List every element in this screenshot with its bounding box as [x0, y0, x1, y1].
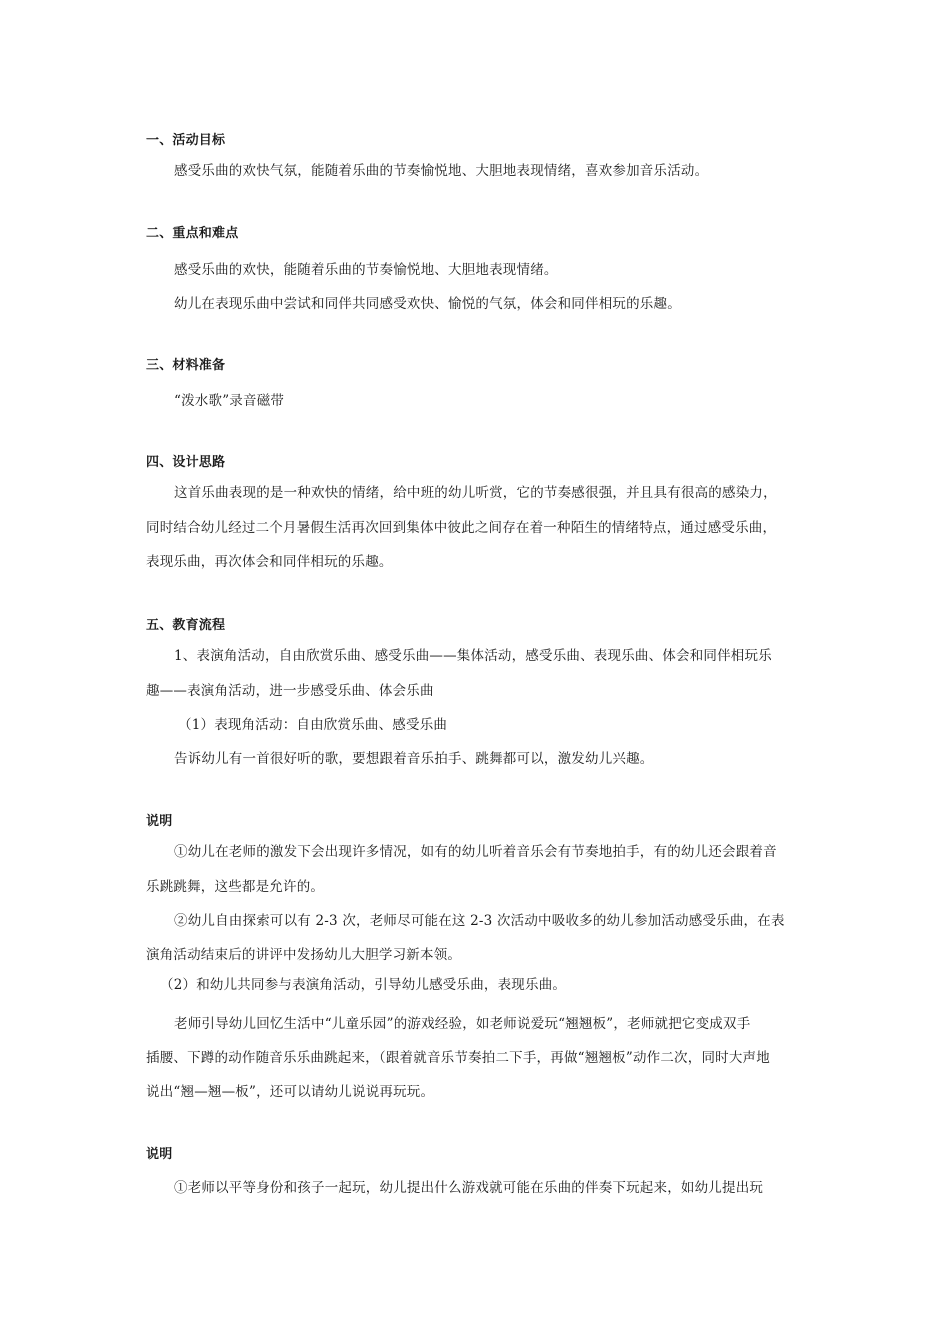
paragraph-line: 感受乐曲的欢快，能随着乐曲的节奏愉悦地、大胆地表现情绪。	[174, 262, 558, 278]
section-heading-materials: 三、材料准备	[146, 358, 226, 373]
paragraph-line: ②幼儿自由探索可以有 2-3 次，老师尽可能在这 2-3 次活动中吸收多的幼儿参加活动感受乐曲，在表	[174, 913, 785, 929]
paragraph-line: 1、表演角活动，自由欣赏乐曲、感受乐曲——集体活动，感受乐曲、表现乐曲、体会和同伴相玩乐	[174, 648, 772, 664]
paragraph-line: ①幼儿在老师的激发下会出现许多情况，如有的幼儿听着音乐会有节奏地拍手，有的幼儿还会跟着音	[174, 844, 777, 860]
paragraph-line: ①老师以平等身份和孩子一起玩，幼儿提出什么游戏就可能在乐曲的伴奏下玩起来，如幼儿提出玩	[174, 1180, 764, 1196]
paragraph-line: 说出“翘—翘—板”，还可以请幼儿说说再玩玩。	[146, 1084, 435, 1100]
paragraph-line: 趣——表演角活动，进一步感受乐曲、体会乐曲	[146, 683, 434, 699]
paragraph-line: 这首乐曲表现的是一种欢快的情绪，给中班的幼儿听赏，它的节奏感很强，并且具有很高的感染力，	[174, 485, 777, 501]
paragraph-line: 演角活动结束后的讲评中发扬幼儿大胆学习新本领。	[146, 947, 462, 963]
paragraph-line: 表现乐曲，再次体会和同伴相玩的乐趣。	[146, 554, 393, 570]
section-heading-goals: 一、活动目标	[146, 133, 226, 148]
paragraph-line: 感受乐曲的欢快气氛，能随着乐曲的节奏愉悦地、大胆地表现情绪，喜欢参加音乐活动。	[174, 163, 709, 179]
section-heading-design: 四、设计思路	[146, 455, 226, 470]
note-heading: 说明	[146, 814, 173, 829]
paragraph-line: 插腰、下蹲的动作随音乐乐曲跳起来，（跟着就音乐节奏拍二下手，再做“翘翘板”动作二次，同时大声地	[146, 1050, 770, 1066]
paragraph-line: 乐跳跳舞，这些都是允许的。	[146, 879, 325, 895]
paragraph-line: 幼儿在表现乐曲中尝试和同伴共同感受欢快、愉悦的气氛，体会和同伴相玩的乐趣。	[174, 296, 681, 312]
paragraph-line: （1）表现角活动：自由欣赏乐曲、感受乐曲	[178, 717, 448, 733]
note-heading: 说明	[146, 1147, 173, 1162]
paragraph-line: 告诉幼儿有一首很好听的歌，要想跟着音乐拍手、跳舞都可以，激发幼儿兴趣。	[174, 751, 654, 767]
paragraph-line: 同时结合幼儿经过二个月暑假生活再次回到集体中彼此之间存在着一种陌生的情绪特点，通过感受乐曲，	[146, 520, 777, 536]
paragraph-line: （2）和幼儿共同参与表演角活动，引导幼儿感受乐曲，表现乐曲。	[160, 977, 567, 993]
section-heading-key-points: 二、重点和难点	[146, 226, 239, 241]
paragraph-line: 老师引导幼儿回忆生活中“儿童乐园”的游戏经验，如老师说爱玩“翘翘板”，老师就把它变成双手	[174, 1016, 751, 1032]
section-heading-process: 五、教育流程	[146, 618, 226, 633]
paragraph-line: “泼水歌”录音磁带	[174, 393, 285, 409]
